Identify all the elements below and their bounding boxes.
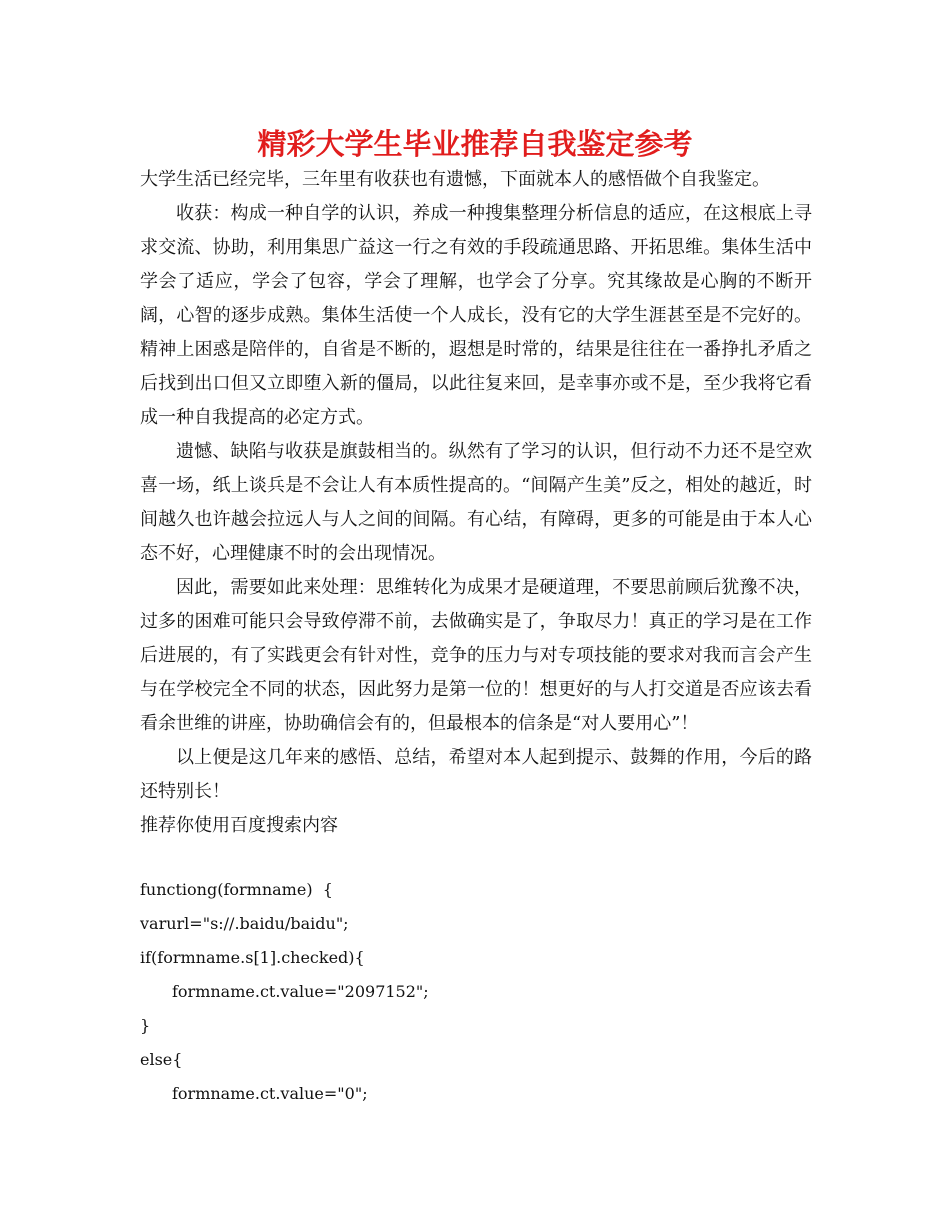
code-line: if(formname.s[1].checked){ <box>140 948 365 967</box>
paragraph-gains: 收获：构成一种自学的认识，养成一种搜集整理分析信息的适应，在这根底上寻求交流、协助，利用集思广益这一行之有效的手段疏通思路、开拓思维。集体生活中学会了适应，学会了包容，学会了理解，也学会了分享。究其缘故是心胸的不断开阔，心智的逐步成熟。集体生活使一个人成长，没有它的大学生涯甚至是不完好的。精神上困惑是陪伴的，自省是不断的，遐想是时常的，结果是往往在一番挣扎矛盾之后找到出口但又立即堕入新的僵局，以此往复来回，是幸事亦或不是，至少我将它看成一种自我提高的必定方式。 <box>140 203 812 428</box>
code-line: functiong(formname) { <box>140 880 333 899</box>
document-body <box>140 163 812 843</box>
recommend-line: 推荐你使用百度搜索内容 <box>140 815 338 836</box>
code-line: formname.ct.value="0"; <box>172 1084 368 1103</box>
intro-paragraph: 大学生活已经完毕，三年里有收获也有遗憾，下面就本人的感悟做个自我鉴定。 <box>140 169 770 190</box>
code-snippet <box>140 873 812 1111</box>
code-line: else{ <box>140 1050 183 1069</box>
paragraph-conclusion: 以上便是这几年来的感悟、总结，希望对本人起到提示、鼓舞的作用，今后的路还特别长！ <box>140 747 812 802</box>
code-line: } <box>140 1016 151 1035</box>
document-title: 精彩大学生毕业推荐自我鉴定参考 <box>257 127 693 161</box>
code-line: formname.ct.value="2097152"; <box>172 982 429 1001</box>
paragraph-solutions: 因此，需要如此来处理：思维转化为成果才是硬道理，不要思前顾后犹豫不决，过多的困难可能只会导致停滞不前，去做确实是了，争取尽力！真正的学习是在工作后进展的，有了实践更会有针对性，竞争的压力与对专项技能的要求对我而言会产生与在学校完全不同的状态，因此努力是第一位的！想更好的与人打交道是否应该去看看余世维的讲座，协助确信会有的，但最根本的信条是“对人要用心”！ <box>140 577 812 734</box>
paragraph-regrets: 遗憾、缺陷与收获是旗鼓相当的。纵然有了学习的认识，但行动不力还不是空欢喜一场，纸上谈兵是不会让人有本质性提高的。“间隔产生美”反之，相处的越近，时间越久也许越会拉远人与人之间的间隔。有心结，有障碍，更多的可能是由于本人心态不好，心理健康不时的会出现情况。 <box>140 441 812 564</box>
code-line: varurl="s://.baidu/baidu"; <box>140 914 349 933</box>
